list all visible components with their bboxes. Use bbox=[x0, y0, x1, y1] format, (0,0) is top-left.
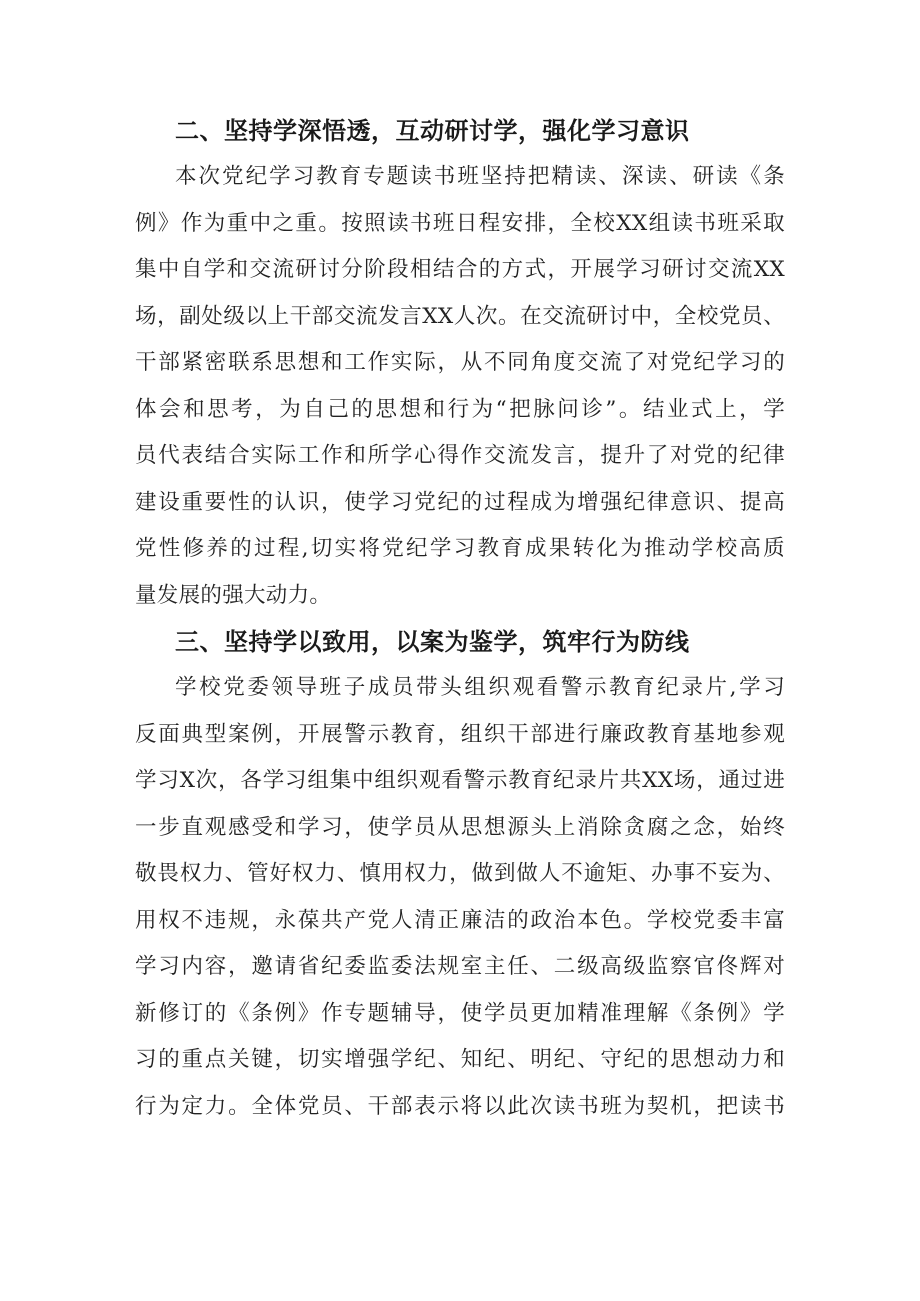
section-3 bbox=[135, 619, 785, 1130]
paragraph-line: 习的重点关键，切实增强学纪、知纪、明纪、守纪的思想动力和 bbox=[135, 1047, 785, 1072]
paragraph-line: 反面典型案例，开展警示教育，组织干部进行廉政教育基地参观 bbox=[135, 721, 785, 747]
paragraph-line: 建设重要性的认识，使学习党纪的过程成为增强纪律意识、提高 bbox=[135, 489, 785, 515]
paragraph-line: 新修订的《条例》作专题辅导，使学员更加精准理解《条例》学 bbox=[135, 1000, 785, 1026]
paragraph-line: 行为定力。全体党员、干部表示将以此次读书班为契机，把读书 bbox=[135, 1093, 785, 1119]
paragraph-line: 体会和思考，为自己的思想和行为“把脉问诊”。结业式上，学 bbox=[135, 396, 785, 422]
paragraph-line: 量发展的强大动力。 bbox=[135, 582, 332, 608]
section-2-paragraph bbox=[135, 154, 785, 619]
paragraph-line: 党性修养的过程,切实将党纪学习教育成果转化为推动学校高质 bbox=[135, 536, 785, 561]
document-body bbox=[135, 108, 785, 1130]
paragraph-line: 本次党纪学习教育专题读书班坚持把精读、深读、研读《条 bbox=[175, 164, 785, 189]
section-3-paragraph bbox=[135, 665, 785, 1130]
paragraph-line: 敬畏权力、管好权力、慎用权力，做到做人不逾矩、办事不妄为、 bbox=[135, 861, 785, 886]
section-3-heading: 三、坚持学以致用，以案为鉴学，筑牢行为防线 bbox=[175, 628, 690, 656]
paragraph-line: 学习X次，各学习组集中组织观看警示教育纪录片共XX场，通过进 bbox=[135, 768, 785, 793]
paragraph-line: 一步直观感受和学习，使学员从思想源头上消除贪腐之念，始终 bbox=[135, 814, 785, 840]
section-2-heading: 二、坚持学深悟透，互动研讨学，强化学习意识 bbox=[175, 117, 690, 145]
section-2 bbox=[135, 108, 785, 619]
paragraph-line: 例》作为重中之重。按照读书班日程安排，全校XX组读书班采取 bbox=[135, 210, 785, 236]
paragraph-line: 场，副处级以上干部交流发言XX人次。在交流研讨中，全校党员、 bbox=[135, 303, 785, 329]
paragraph-line: 学习内容，邀请省纪委监委法规室主任、二级高级监察官佟辉对 bbox=[135, 954, 785, 979]
paragraph-line: 用权不违规，永葆共产党人清正廉洁的政治本色。学校党委丰富 bbox=[135, 907, 785, 933]
paragraph-line: 干部紧密联系思想和工作实际，从不同角度交流了对党纪学习的 bbox=[135, 350, 785, 375]
paragraph-line: 集中自学和交流研讨分阶段相结合的方式，开展学习研讨交流XX bbox=[135, 257, 785, 282]
paragraph-line: 员代表结合实际工作和所学心得作交流发言，提升了对党的纪律 bbox=[135, 443, 785, 468]
paragraph-line: 学校党委领导班子成员带头组织观看警示教育纪录片,学习 bbox=[175, 675, 785, 700]
